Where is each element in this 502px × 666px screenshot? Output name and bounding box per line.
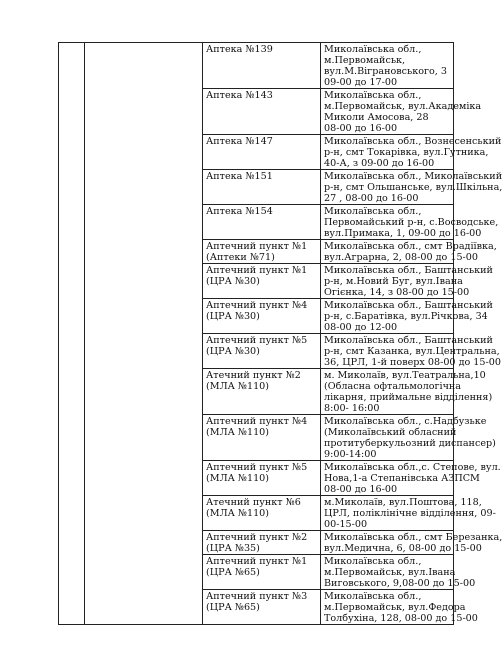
pharmacy-address-cell xyxy=(321,369,493,415)
pharmacy-name-cell xyxy=(203,43,321,89)
pharmacy-address-line: вул.М.Віграновського, 3 xyxy=(324,66,448,77)
pharmacy-address-line: Миколаївська обл., xyxy=(324,44,422,55)
pharmacy-name-line: Аптечний пункт №3 xyxy=(206,591,308,602)
pharmacy-address-line: Миколаївська обл., xyxy=(324,556,422,567)
pharmacy-address-line: 27 , 08-00 до 16-00 xyxy=(324,193,419,204)
pharmacy-name-cell xyxy=(203,135,321,170)
pharmacy-address-line: р-н, смт Токарівка, вул.Гутника, xyxy=(324,147,489,158)
pharmacy-address-cell xyxy=(321,555,476,590)
pharmacy-table xyxy=(58,42,502,625)
pharmacy-address-line: Миколаївська обл., смт Врадіївка, xyxy=(324,241,497,252)
pharmacy-name-line: (ЦРА №30) xyxy=(206,276,260,287)
pharmacy-address-cell xyxy=(321,496,496,531)
pharmacy-name-line: Аптечний пункт №5 xyxy=(206,462,308,473)
pharmacy-name-line: (Аптеки №71) xyxy=(206,252,275,263)
pharmacy-address-cell xyxy=(321,264,493,299)
pharmacy-address-line: ЦРЛ, поліклінічне відділення, 09- xyxy=(324,508,496,519)
pharmacy-address-line: Миколаївська обл.,с. Степове, вул. xyxy=(324,462,501,473)
pharmacy-name: Аптека №143 xyxy=(206,90,273,101)
pharmacy-name-cell xyxy=(203,334,321,369)
pharmacy-name: Аптека №147 xyxy=(206,136,273,147)
pharmacy-name-cell xyxy=(203,299,321,334)
pharmacy-address-line: Миколаївська обл., Миколаївський xyxy=(324,171,502,182)
pharmacy-address-line: м.Первомайськ, вул.Академіка xyxy=(324,101,482,112)
pharmacy-address-line: Миколаївська обл., Баштанський xyxy=(324,335,493,346)
pharmacy-name-line: (ЦРА №35) xyxy=(206,543,260,554)
pharmacy-address-cell xyxy=(321,590,478,625)
pharmacy-address-line: 09-00 до 17-00 xyxy=(324,77,398,88)
pharmacy-name-cell xyxy=(203,415,321,461)
pharmacy-name-cell xyxy=(203,240,321,264)
pharmacy-name: Аптека №154 xyxy=(206,206,273,217)
pharmacy-name-line: (ЦРА №65) xyxy=(206,567,260,578)
number-column-cell xyxy=(59,43,85,625)
pharmacy-name-line: Аптечний пункт №4 xyxy=(206,416,308,427)
pharmacy-address-line: 00-15-00 xyxy=(324,519,368,530)
pharmacy-name-cell xyxy=(203,170,321,205)
pharmacy-address-cell xyxy=(321,415,496,461)
pharmacy-address-line: Первомайський р-н, с.Восводське, xyxy=(324,217,499,228)
pharmacy-address-line: протитуберкульозний диспансер) xyxy=(324,438,496,449)
pharmacy-name-cell xyxy=(203,531,321,555)
pharmacy-address-line: (Обласна офтальмологічна xyxy=(324,381,462,392)
pharmacy-name-line: Атечний пункт №2 xyxy=(206,370,301,381)
pharmacy-address-line: Виговського, 9,08-00 до 15-00 xyxy=(324,578,476,589)
pharmacy-address-line: 36, ЦРЛ, 1-й поверх 08-00 до 15-00 xyxy=(324,357,501,368)
pharmacy-address-line: 8:00- 16:00 xyxy=(324,403,380,414)
pharmacy-address-cell xyxy=(321,89,482,135)
pharmacy-name-cell xyxy=(203,89,321,135)
pharmacy-address-line: вул.Примака, 1, 09-00 до 16-00 xyxy=(324,228,482,239)
pharmacy-name-line: (ЦРА №30) xyxy=(206,346,260,357)
pharmacy-address-line: р-н, смт Ольшанське, вул.Шкільна, xyxy=(324,182,502,193)
pharmacy-address-line: м.Первомайськ, вул.Федора xyxy=(324,602,466,613)
pharmacy-address-cell xyxy=(321,531,502,555)
pharmacy-address-line: Миколи Амосова, 28 xyxy=(324,112,429,123)
pharmacy-name-line: Аптечний пункт №1 xyxy=(206,241,308,252)
pharmacy-address-line: Миколаївська обл., с.Надбузьке xyxy=(324,416,487,427)
pharmacy-address-line: Миколаївська обл., смт Березанка, xyxy=(324,532,502,543)
pharmacy-name-line: (МЛА №110) xyxy=(206,473,270,484)
pharmacy-name-line: Аптечний пункт №1 xyxy=(206,556,308,567)
pharmacy-address-cell xyxy=(321,461,501,496)
pharmacy-address-line: лікарня, приймальне відділення) xyxy=(324,392,493,403)
pharmacy-address-line: р-н, с.Баратівка, вул.Річкова, 34 xyxy=(324,311,488,322)
pharmacy-name-line: Аптечний пункт №2 xyxy=(206,532,308,543)
pharmacy-address-line: Нова,1-а Степанівська АЗПСМ xyxy=(324,473,480,484)
pharmacy-address-line: Огієнка, 14, з 08-00 до 15-00 xyxy=(324,287,470,298)
pharmacy-name-line: Аптечний пункт №5 xyxy=(206,335,308,346)
pharmacy-address-line: Миколаївська обл., Баштанський xyxy=(324,300,493,311)
pharmacy-address-line: 08-00 до 16-00 xyxy=(324,484,398,495)
pharmacy-address-line: вул.Аграрна, 2, 08-00 до 15-00 xyxy=(324,252,478,263)
pharmacy-address-cell xyxy=(321,205,499,240)
pharmacy-address-cell xyxy=(321,170,502,205)
pharmacy-name-cell xyxy=(203,461,321,496)
pharmacy-address-line: Миколаївська обл., xyxy=(324,591,422,602)
pharmacy-address-cell xyxy=(321,299,493,334)
pharmacy-address-line: Толбухіна, 128, 08-00 до 15-00 xyxy=(324,613,478,624)
pharmacy-name-cell xyxy=(203,555,321,590)
pharmacy-address-line: Миколаївська обл., Вознесенський xyxy=(324,136,502,147)
pharmacy-name-cell xyxy=(203,590,321,625)
pharmacy-address-line: 08-00 до 12-00 xyxy=(324,322,398,333)
region-column-cell xyxy=(85,43,203,625)
pharmacy-name-line: (МЛА №110) xyxy=(206,508,270,519)
pharmacy-address-line: (Миколаївський обласний xyxy=(324,427,457,438)
pharmacy-name-cell xyxy=(203,496,321,531)
pharmacy-name-line: (МЛА №110) xyxy=(206,381,270,392)
pharmacy-address-cell xyxy=(321,334,501,369)
pharmacy-address-line: 9:00-14:00 xyxy=(324,449,377,460)
pharmacy-address-line: м.Первомайськ, вул.Івана xyxy=(324,567,456,578)
pharmacy-name-line: (МЛА №110) xyxy=(206,427,270,438)
pharmacy-address-cell xyxy=(321,135,502,170)
pharmacy-name: Аптека №151 xyxy=(206,171,273,182)
pharmacy-name-cell xyxy=(203,369,321,415)
pharmacy-name-cell xyxy=(203,205,321,240)
pharmacy-address-line: вул.Медична, 6, 08-00 до 15-00 xyxy=(324,543,482,554)
pharmacy-name-line: (ЦРА №65) xyxy=(206,602,260,613)
pharmacy-name-line: (ЦРА №30) xyxy=(206,311,260,322)
pharmacy-address-cell xyxy=(321,240,497,264)
table-row xyxy=(59,43,454,89)
pharmacy-address-line: 08-00 до 16-00 xyxy=(324,123,398,134)
pharmacy-address-line: Миколаївська обл., xyxy=(324,206,422,217)
pharmacy-table-body xyxy=(59,43,502,625)
pharmacy-address-line: Миколаївська обл., Баштанський xyxy=(324,265,493,276)
pharmacy-name-line: Атечний пункт №6 xyxy=(206,497,301,508)
pharmacy-name-line: Аптечний пункт №4 xyxy=(206,300,308,311)
pharmacy-address-line: м.Миколаїв, вул.Поштова, 118, xyxy=(324,497,482,508)
pharmacy-address-line: Миколаївська обл., xyxy=(324,90,422,101)
pharmacy-address-cell xyxy=(321,43,454,89)
pharmacy-address-line: м.Первомайськ, xyxy=(324,55,406,66)
pharmacy-name: Аптека №139 xyxy=(206,44,273,55)
pharmacy-address-line: 40-А, з 09-00 до 16-00 xyxy=(324,158,435,169)
pharmacy-name-cell xyxy=(203,264,321,299)
pharmacy-address-line: р-н, м.Новий Буг, вул.Івана xyxy=(324,276,463,287)
pharmacy-address-line: р-н, смт Казанка, вул.Центральна, xyxy=(324,346,500,357)
pharmacy-name-line: Аптечний пункт №1 xyxy=(206,265,308,276)
pharmacy-address-line: м. Миколаїв, вул.Театральна,10 xyxy=(324,370,486,381)
